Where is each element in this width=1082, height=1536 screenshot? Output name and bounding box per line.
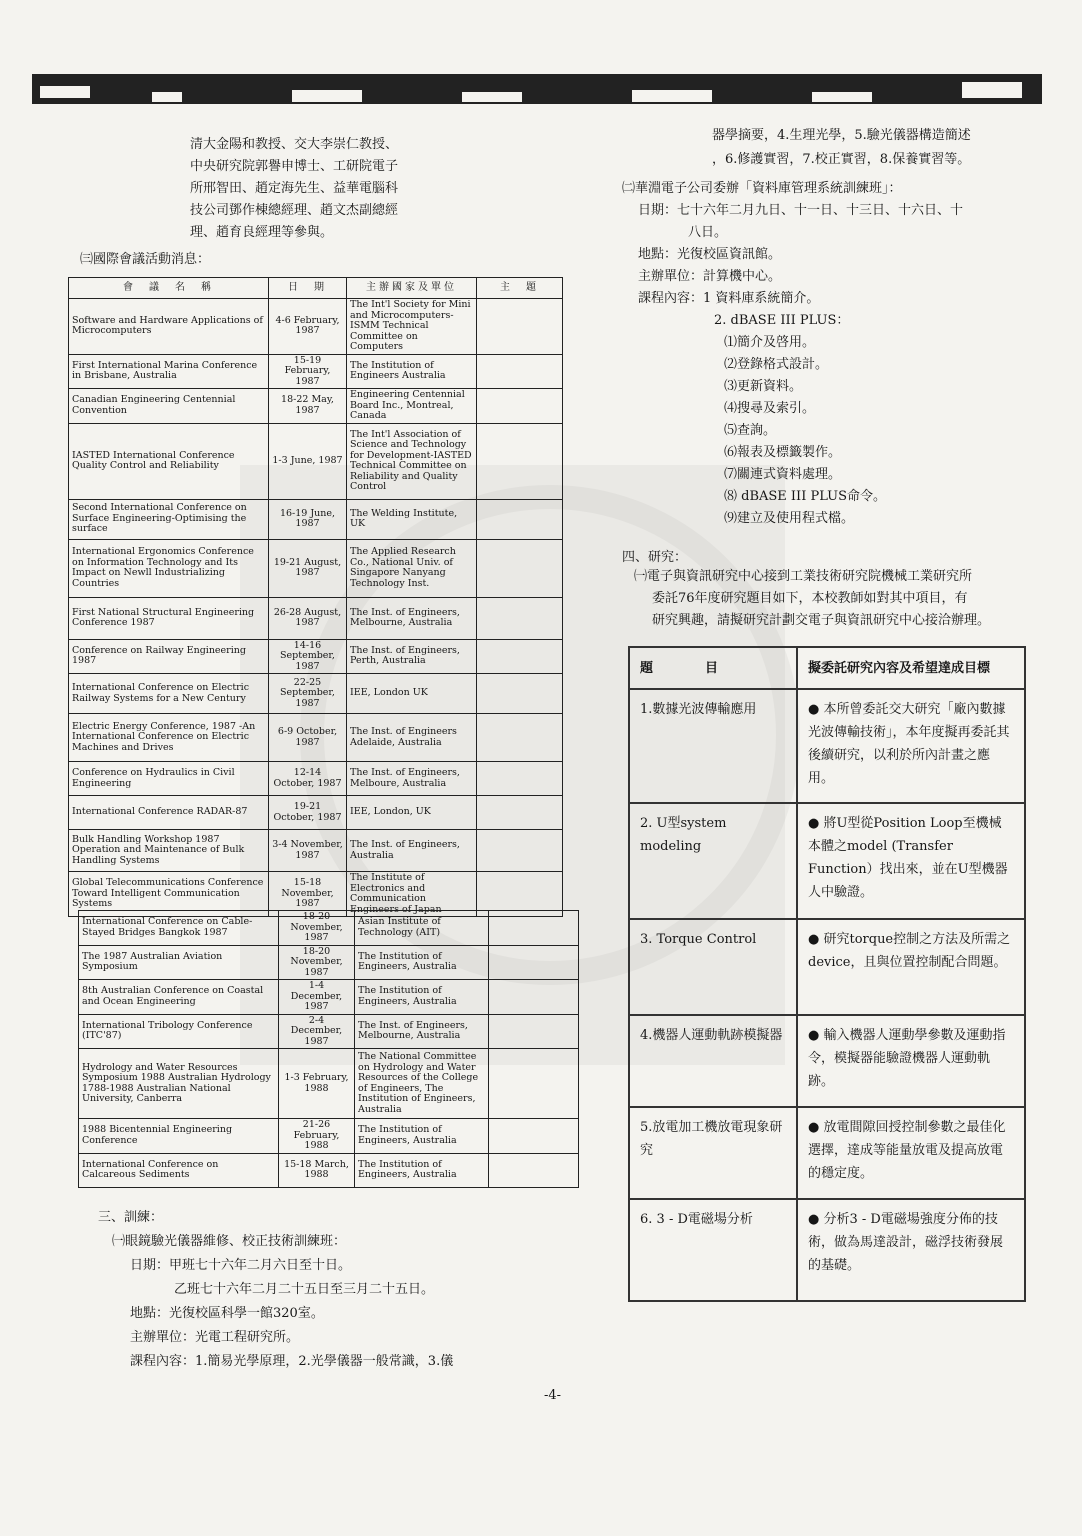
conference-name: Second International Conference on Surface Engineering-Optimising the surface <box>69 499 269 539</box>
conference-row <box>79 1153 579 1187</box>
conference-row <box>79 1014 579 1049</box>
conference-row <box>69 423 563 499</box>
research-topic: 4.機器人運動軌跡模擬器 <box>629 1015 797 1107</box>
research-row <box>629 919 1025 1015</box>
conference-row <box>69 762 563 796</box>
research-row <box>629 1015 1025 1107</box>
conference-date: 26-28 August, 1987 <box>269 597 347 639</box>
conference-date: 1-3 June, 1987 <box>269 423 347 499</box>
research-row <box>629 689 1025 803</box>
course-item: ⑸查詢。 <box>724 423 777 438</box>
conference-organizer: The Institution of Engineers, Australia <box>355 1153 489 1187</box>
conference-organizer: The Institution of Engineers, Australia <box>355 980 489 1015</box>
conference-name: First National Structural Engineering Conference 1987 <box>69 597 269 639</box>
conference-name: Software and Hardware Applications of Microcomputers <box>69 299 269 355</box>
conference-organizer: The Inst. of Engineers, Australia <box>347 830 477 872</box>
conference-row <box>69 539 563 597</box>
conference-row <box>69 389 563 424</box>
conference-theme <box>477 389 563 424</box>
research-heading: 四、研究： <box>622 550 688 565</box>
conference-theme <box>477 714 563 762</box>
conference-organizer: IEE, London, UK <box>347 796 477 830</box>
conference-theme <box>477 299 563 355</box>
conference-date: 3-4 November, 1987 <box>269 830 347 872</box>
conference-theme <box>489 911 579 946</box>
conference-date: 6-9 October, 1987 <box>269 714 347 762</box>
course-item: ⑺關連式資料處理。 <box>724 467 842 482</box>
conference-date: 18-20 November, 1987 <box>279 945 355 980</box>
conference-organizer: The Institute of Electronics and Communication Engineers of Japan <box>347 872 477 917</box>
conference-date: 15-18 November, 1987 <box>269 872 347 917</box>
conference-row <box>79 1049 579 1119</box>
research-topic: 2. U型system modeling <box>629 803 797 919</box>
conference-name: 1988 Bicentennial Engineering Conference <box>79 1119 279 1154</box>
conference-name: International Conference on Electric Railway Systems for a New Century <box>69 674 269 714</box>
conference-theme <box>477 674 563 714</box>
research-paragraph: ㈠電子與資訊研究中心接到工業技術研究院機械工業研究所 委託76年度研究題目如下，本校教師如對其中項目，有 研究興趣，請擬研究計劃交電子與資訊研究中心接洽辦理。 <box>634 569 991 628</box>
conference-date: 15-19 February, 1987 <box>269 354 347 389</box>
conference-theme <box>489 1153 579 1187</box>
conference-name: Electric Energy Conference, 1987 -An International Conference on Electric Machines and Drives <box>69 714 269 762</box>
training-heading: 三、訓練： <box>98 1210 164 1225</box>
conference-organizer: The Int'l Society for Mini and Microcomputers-ISMM Technical Committee on Computers <box>347 299 477 355</box>
conference-theme <box>477 830 563 872</box>
research-topic: 3. Torque Control <box>629 919 797 1015</box>
conference-organizer: The National Committee on Hydrology and Water Resources of the College of Engineers, The Institution of Engineers, Australia <box>355 1049 489 1119</box>
conference-table <box>68 277 563 917</box>
conference-organizer: The Inst. of Engineers Adelaide, Australia <box>347 714 477 762</box>
conference-name: International Conference RADAR-87 <box>69 796 269 830</box>
conference-theme <box>489 945 579 980</box>
conference-organizer: Engineering Centennial Board Inc., Montreal, Canada <box>347 389 477 424</box>
research-topics-table <box>628 646 1026 1302</box>
page-number: -4- <box>544 1388 562 1403</box>
conference-organizer: The Inst. of Engineers, Melbourne, Australia <box>355 1014 489 1049</box>
course-item: ⑷搜尋及索引。 <box>724 401 816 416</box>
conference-name: IASTED International Conference Quality Control and Reliability <box>69 423 269 499</box>
conference-row <box>79 945 579 980</box>
conference-theme <box>477 499 563 539</box>
conference-row <box>69 714 563 762</box>
conference-organizer: The Institution of Engineers, Australia <box>355 945 489 980</box>
training-continued: 器學摘要，4.生理光學，5.驗光儀器構造簡述 ，6.修護實習，7.校正實習，8.保養實習等。 <box>712 128 971 167</box>
conference-date: 18-20 November, 1987 <box>279 911 355 946</box>
research-goal: ● 輸入機器人運動學參數及運動指令，模擬器能驗證機器人運動軌跡。 <box>797 1015 1025 1107</box>
conference-row <box>79 911 579 946</box>
training-dbase: ㈡華淵電子公司委辦「資料庫管理系統訓練班」： 日期：七十六年二月九日、十一日、十三日、十六日、十 八日。 地點：光復校區資訊館。 主辦單位：計算機中心。 課程內容：1 資料庫系統簡介。 2. dBASE III PLUS： ⑴簡介及啓用。 ⑵登錄格式設計。 ⑶更新資料。 ⑷搜尋及索引。 ⑸查詢。 ⑹報表及標籤製作。 ⑺關連式資料處理。 ⑻ dBASE III PLUS命令。 ⑼建立及使用程式檔。 <box>622 178 963 530</box>
research-goal: ● 分析3 - D電磁場強度分佈的技術，做為馬達設計，磁浮技術發展的基礎。 <box>797 1199 1025 1301</box>
conference-date: 19-21 August, 1987 <box>269 539 347 597</box>
conference-name: International Tribology Conference (ITC'87) <box>79 1014 279 1049</box>
conference-row <box>79 980 579 1015</box>
conference-row <box>69 354 563 389</box>
conference-table-header: 會 議 名 稱 日 期 主辦國家及單位 主 題 <box>69 278 563 299</box>
conference-theme <box>477 423 563 499</box>
conference-row <box>79 1119 579 1154</box>
conference-date: 2-4 December, 1987 <box>279 1014 355 1049</box>
conference-theme <box>489 1119 579 1154</box>
conference-heading: ㈢國際會議活動消息： <box>80 252 211 267</box>
conference-name: Conference on Railway Engineering 1987 <box>69 639 269 674</box>
header-decorative-band <box>32 74 1042 104</box>
conference-date: 1-4 December, 1987 <box>279 980 355 1015</box>
conference-row <box>69 639 563 674</box>
research-row <box>629 803 1025 919</box>
conference-theme <box>489 980 579 1015</box>
conference-organizer: The Institution of Engineers, Australia <box>355 1119 489 1154</box>
conference-theme <box>477 762 563 796</box>
course-item: ⑶更新資料。 <box>724 379 803 394</box>
conference-date: 16-19 June, 1987 <box>269 499 347 539</box>
conference-theme <box>477 539 563 597</box>
conference-row <box>69 597 563 639</box>
conference-name: International Conference on Calcareous Sediments <box>79 1153 279 1187</box>
conference-name: First International Marina Conference in Brisbane, Australia <box>69 354 269 389</box>
course-item: ⑻ dBASE III PLUS命令。 <box>724 489 886 504</box>
conference-name: International Conference on Cable-Stayed Bridges Bangkok 1987 <box>79 911 279 946</box>
conference-date: 4-6 February, 1987 <box>269 299 347 355</box>
research-topic: 1.數據光波傳輸應用 <box>629 689 797 803</box>
conference-organizer: The Applied Research Co., National Univ. of Singapore Nanyang Technology Inst. <box>347 539 477 597</box>
conference-date: 12-14 October, 1987 <box>269 762 347 796</box>
conference-organizer: The Welding Institute, UK <box>347 499 477 539</box>
conference-theme <box>489 1049 579 1119</box>
left-intro-paragraph: 清大金陽和教授、交大李崇仁教授、 中央研究院郭譽申博士、工研院電子 所邢智田、趙定海先生、益華電腦科 技公司鄧作棟總經理、趙文杰副總經 理、趙育良經理等參與。 <box>190 137 399 240</box>
conference-theme <box>477 796 563 830</box>
conference-row <box>69 299 563 355</box>
conference-organizer: The Inst. of Engineers, Melboure, Australia <box>347 762 477 796</box>
conference-name: Canadian Engineering Centennial Convention <box>69 389 269 424</box>
conference-theme <box>477 597 563 639</box>
conference-name: International Ergonomics Conference on Information Technology and Its Impact on Newll Industrializing Countries <box>69 539 269 597</box>
research-goal: ● 放電間隙回授控制參數之最佳化選擇，達成等能量放電及提高放電的穩定度。 <box>797 1107 1025 1199</box>
conference-name: Bulk Handling Workshop 1987 Operation and Maintenance of Bulk Handling Systems <box>69 830 269 872</box>
conference-name: Global Telecommunications Conference Toward Intelligent Communication Systems <box>69 872 269 917</box>
conference-date: 15-18 March, 1988 <box>279 1153 355 1187</box>
conference-organizer: The Int'l Association of Science and Technology for Development-IASTED Technical Committee on Reliability and Quality Control <box>347 423 477 499</box>
conference-date: 14-16 September, 1987 <box>269 639 347 674</box>
conference-row <box>69 796 563 830</box>
conference-row <box>69 830 563 872</box>
conference-name: 8th Australian Conference on Coastal and Ocean Engineering <box>79 980 279 1015</box>
course-item: ⑹報表及標籤製作。 <box>724 445 842 460</box>
conference-table-continued <box>78 910 579 1188</box>
course-item: ⑴簡介及啓用。 <box>724 335 816 350</box>
conference-organizer: The Inst. of Engineers, Perth, Australia <box>347 639 477 674</box>
conference-organizer: The Inst. of Engineers, Melbourne, Australia <box>347 597 477 639</box>
research-goal: ● 研究torque控制之方法及所需之device，且與位置控制配合問題。 <box>797 919 1025 1015</box>
research-goal: ● 將U型從Position Loop至機械本體之model (Transfer Function）找出來，並在U型機器人中驗證。 <box>797 803 1025 919</box>
conference-theme <box>477 639 563 674</box>
conference-date: 19-21 October, 1987 <box>269 796 347 830</box>
conference-name: Conference on Hydraulics in Civil Engineering <box>69 762 269 796</box>
research-row <box>629 1107 1025 1199</box>
conference-date: 18-22 May, 1987 <box>269 389 347 424</box>
research-topic: 6. 3 - D電磁場分析 <box>629 1199 797 1301</box>
conference-organizer: Asian Institute of Technology (AIT) <box>355 911 489 946</box>
training-section: 三、訓練： ㈠眼鏡驗光儀器維修、校正技術訓練班： 日期：甲班七十六年二月六日至十日。 乙班七十六年二月二十五日至三月二十五日。 地點：光復校區科學一館320室。 主辦單位：光電工程研究所。 課程內容：1.簡易光學原理，2.光學儀器一般常識，3.儀 <box>98 1206 453 1374</box>
conference-organizer: IEE, London UK <box>347 674 477 714</box>
course-item: ⑼建立及使用程式檔。 <box>724 511 855 526</box>
conference-theme <box>477 354 563 389</box>
conference-date: 22-25 September, 1987 <box>269 674 347 714</box>
conference-name: Hydrology and Water Resources Symposium 1988 Australian Hydrology 1788-1988 Australian National University, Canberra <box>79 1049 279 1119</box>
course-item: ⑵登錄格式設計。 <box>724 357 829 372</box>
research-table-header: 題 目 擬委託研究內容及希望達成目標 <box>629 647 1025 689</box>
research-topic: 5.放電加工機放電現象研究 <box>629 1107 797 1199</box>
conference-date: 21-26 February, 1988 <box>279 1119 355 1154</box>
research-row <box>629 1199 1025 1301</box>
conference-name: The 1987 Australian Aviation Symposium <box>79 945 279 980</box>
conference-theme <box>489 1014 579 1049</box>
conference-organizer: The Institution of Engineers Australia <box>347 354 477 389</box>
conference-date: 1-3 February, 1988 <box>279 1049 355 1119</box>
conference-row <box>69 674 563 714</box>
conference-row <box>69 499 563 539</box>
research-goal: ● 本所曾委託交大研究「廠內數據光波傳輸技術」，本年度擬再委託其後續研究，以利於所內計畫之應用。 <box>797 689 1025 803</box>
